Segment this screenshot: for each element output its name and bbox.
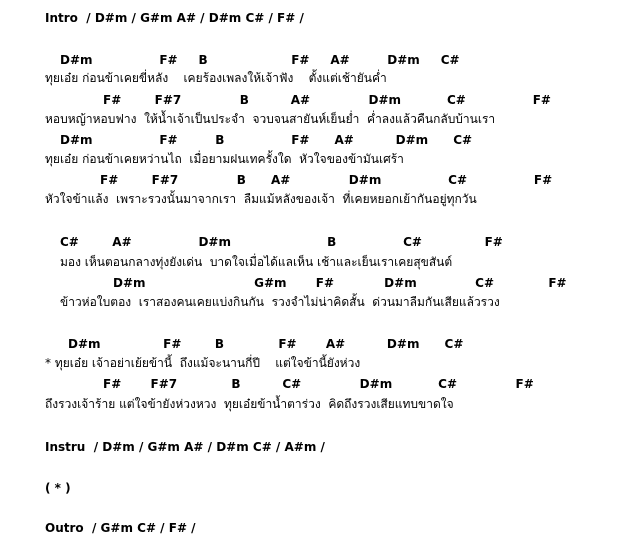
verse1-chords-4: F# F#7 B A# D#m C# F# (100, 173, 553, 187)
verse1-chords-2: F# F#7 B A# D#m C# F# (103, 93, 551, 107)
verse1-lyric-2: หอบหญ้าหอบฟาง ให้น้ำเจ้าเป็นประจำ จวบจนสายันห์เย็นย่ำ ค่ำลงแล้วคืนกลับบ้านเรา (45, 112, 496, 126)
chorus-chords-1: D#m F# B F# A# D#m C# (68, 337, 464, 351)
instru-line: Instru / D#m / G#m A# / D#m C# / A#m / (45, 440, 325, 454)
bridge-chords-2: D#m G#m F# D#m C# F# (113, 276, 567, 290)
outro-line: Outro / G#m C# / F# / (45, 521, 196, 535)
verse1-lyric-4: หัวใจข้าแล้ง เพราะรวงนั้นมาจากเรา ลืมแม้หลังของเจ้า ที่เคยหยอกเย้ากันอยู่ทุกวัน (45, 192, 477, 206)
verse1-lyric-1: ทุยเอ๋ย ก่อนข้าเคยขี่หลัง เคยร้องเพลงให้เจ้าฟัง ตั้งแต่เช้ายันค่ำ (45, 71, 387, 85)
chorus-lyric-1: * ทุยเอ๋ย เจ้าอย่าเย้ยข้านี้ ถึงแม้จะนานกี่ปี แต่ใจข้านี้ยังห่วง (45, 356, 361, 370)
repeat-marker: ( * ) (45, 481, 71, 495)
verse1-lyric-3: ทุยเอ๋ย ก่อนข้าเคยหว่านไถ เมื่อยามฝนเทครั้งใด หัวใจของข้ามันเศร้า (45, 152, 404, 166)
verse1-chords-3: D#m F# B F# A# D#m C# (60, 133, 473, 147)
bridge-lyric-1: มอง เห็นตอนกลางทุ่งยังเด่น บาดใจเมื่อได้แลเห็น เช้าและเย็นเราเคยสุขสันต์ (60, 255, 453, 269)
chorus-lyric-2: ถึงรวงเจ้าร้าย แต่ใจข้ายังห่วงหวง ทุยเอ๋ยข้าน้ำตาร่วง คิดถึงรวงเสียแทบขาดใจ (45, 397, 454, 411)
bridge-lyric-2: ข้าวห่อใบตอง เราสองคนเคยแบ่งกินกัน รวงจำไม่น่าคิดสั้น ด่วนมาลืมกันเสียแล้วรวง (60, 295, 500, 309)
verse1-chords-1: D#m F# B F# A# D#m C# (60, 53, 460, 67)
chorus-chords-2: F# F#7 B C# D#m C# F# (103, 377, 534, 391)
bridge-chords-1: C# A# D#m B C# F# (60, 235, 503, 249)
intro-line: Intro / D#m / G#m A# / D#m C# / F# / (45, 11, 304, 25)
